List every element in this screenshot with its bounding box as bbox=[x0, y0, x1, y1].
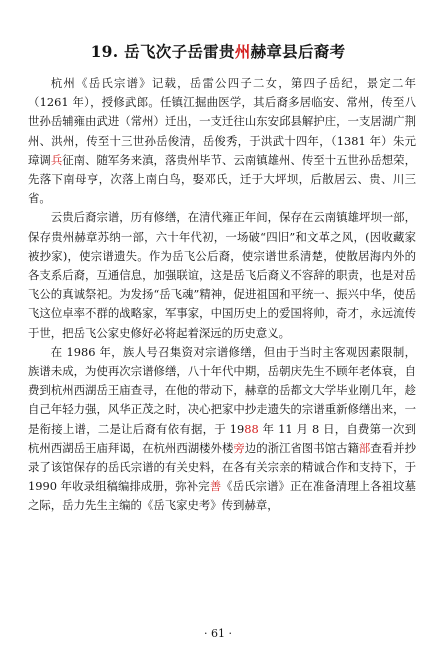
paragraph-text: 杭州《岳氏宗谱》记载，岳雷公四子二女，第四子岳纪，景定二年（1261 年），授修武郎。任镇江掘曲医学，其后裔多居临安、常州，传至八世孙岳辅雍由武进（常州）迁出，一支迁往山东安邱县解护庄，一支居湖广荆州、洪州，传至十三世孙岳俊清，岳俊秀，于洪武十四年，（1381 年）朱元璋调 bbox=[28, 76, 416, 167]
title-text-after: 赫章县后裔考 bbox=[250, 42, 346, 61]
body-text bbox=[28, 74, 416, 516]
paragraph-text: 查看并抄录了该馆保存的岳氏宗谱的有关史料，在各有关宗亲的精诚合作和支持下，于 1990 年收录组稿编排成册，弥补完 bbox=[28, 440, 416, 494]
paragraph bbox=[28, 208, 416, 342]
paragraph-text: 边的浙江省图书馆古籍 bbox=[244, 440, 359, 455]
highlighted-text: 88 bbox=[244, 421, 259, 436]
section-number: 19. bbox=[90, 42, 119, 61]
paragraph-text: 征南、随军务来滇，落贵州毕节、云南镇雄州、传至十五世孙岳想荣，先落下南母亨，次落上南白鸟，娶邓氏，迁于大坪坝，后散居云、贵、川三省。 bbox=[28, 152, 416, 206]
section-title bbox=[0, 40, 436, 62]
title-text-before: 岳飞次子岳雷贵 bbox=[118, 42, 235, 61]
page-number: · 61 · bbox=[204, 627, 232, 640]
paragraph bbox=[28, 343, 416, 516]
highlighted-text: 兵 bbox=[50, 152, 63, 167]
paragraph-text: 《岳氏宗谱》正在准备清理上各祖坟墓之际，岳力先生主编的《岳飞家史考》传到赫章， bbox=[28, 479, 416, 513]
paragraph-text: 年 11 月 8 日，自费第一次到杭州西湖岳王庙拜谒，在杭州西湖楼外楼 bbox=[28, 421, 416, 455]
paragraph-text: 云贵后裔宗谱，历有修缮，在清代雍正年间，保存在云南镇雄坪坝一部，保存贵州赫章苏纳一部，六十年代初，一场破“四旧”和文革之风，(因收藏家被抄家)，使宗谱遗失。作为岳飞公后裔，使宗谱世系清楚，使散居海内外的各支系后裔，互通信息，加强联谊，这是岳飞后裔义不容辞的职责，也是对岳飞公的真诚祭祀。为发扬“岳飞魂”精神，促进祖国和平统一、振兴中华，使岳飞这位卓率不群的战略家，军事家，中国历史上的爱国将帅，奇才，永远流传于世，把岳飞公家史修好必将起着深远的历史意义。 bbox=[28, 210, 416, 340]
paragraph-text: 在 1986 年，族人号召集资对宗谱修缮，但由于当时主客观因素限制，族谱未成，为使再次宗谱修缮，八十年代中期，岳朝庆先生不顾年老体衰，自费到杭州西湖岳王庙查寻，在他的带动下，赫章的岳都文大学毕业刚几年，趁自己年轻力强，风华正茂之时，决心把家中抄走遗失的宗谱重新修缮出来，一是衔接上谱，二是让后裔有依有据，于 19 bbox=[28, 344, 416, 436]
highlighted-text: 部 bbox=[358, 440, 371, 455]
title-highlight: 州 bbox=[234, 42, 251, 61]
paragraph bbox=[28, 74, 416, 208]
highlighted-text: 旁 bbox=[233, 440, 245, 455]
highlighted-text: 善 bbox=[209, 479, 222, 494]
